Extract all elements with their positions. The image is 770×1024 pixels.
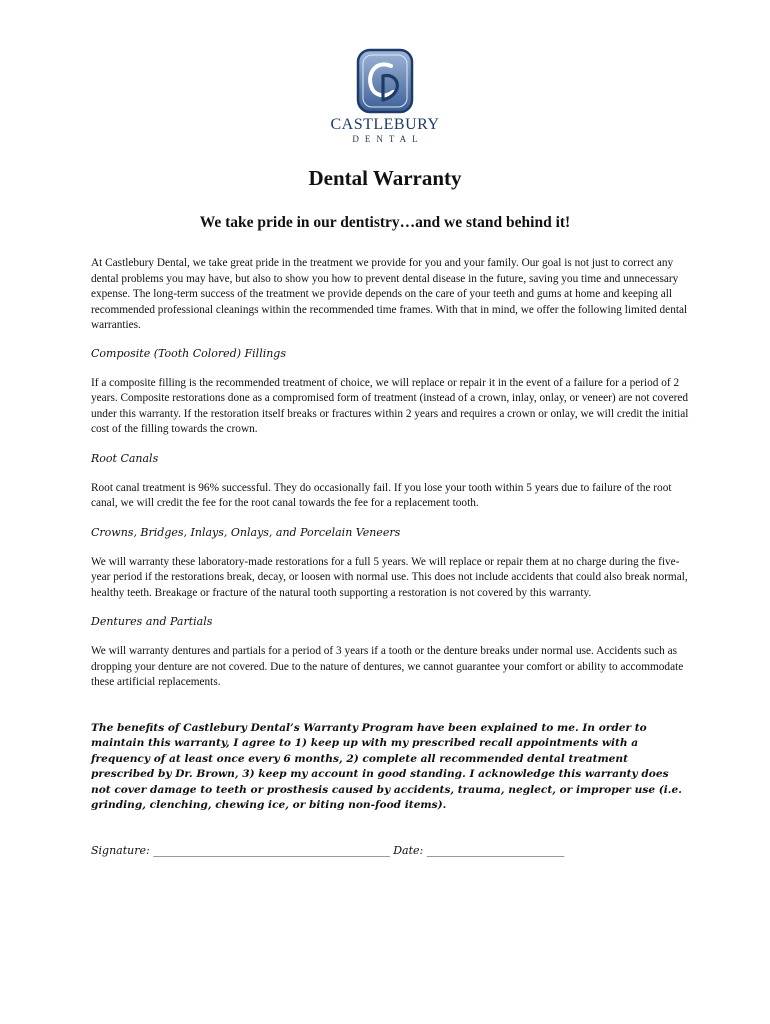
page-title: Dental Warranty [308,166,462,190]
section-heading-root-canals: Root Canals [91,451,159,465]
date-field[interactable]: _________________________ [426,843,565,857]
section-text-composite-fillings: If a composite filling is the recommended treatment of choice, we will replace or repair it in the event of a failure for a period of 2 years. Composite restorations done as a compromised form of treatment (instead of a crown, inlay, onlay, or veneer) are not covered under this warranty. If the restoration itself breaks or fractures within 2 years and requires a crown or onlay, we will credit the initial cost of the filling towards the crown. [91,376,689,435]
section-text-dentures-partials: We will warranty dentures and partials for a period of 3 years if a tooth or the denture breaks under normal use. Accidents such as dropping your denture are not covered. Due to the nature of dentures, we cannot guarantee your comfort or ability to accommodate these artificial replacements. [91,645,684,688]
signature-line [91,844,691,857]
intro-paragraph: At Castlebury Dental, we take great pride in the treatment we provide for you and your family. Our goal is not just to correct any dental problems you may have, but also to show you how to prevent dental disease in the future, saving you time and unnecessary expense. The long-term success of the treatment we provide depends on the care of your teeth and gums at home and keeping all recommended professional cleanings within the recommended time frames. With that in mind, we offer the following limited dental warranties. [91,257,688,331]
signature-field[interactable]: ___________________________________________ [153,843,390,857]
date-label: Date: [389,843,427,857]
section-heading-composite-fillings: Composite (Tooth Colored) Fillings [91,346,286,360]
section-text-root-canals: Root canal treatment is 96% successful. They do occasionally fail. If you lose your tooth within 5 years due to failure of the root canal, we will credit the fee for the root canal towards the fee for a replacement tooth. [91,481,672,509]
signature-label: Signature: [91,843,154,857]
cd-monogram-icon [355,48,415,114]
logo-name: CASTLEBURY [330,116,440,133]
document-body [91,256,691,857]
page-subtitle: We take pride in our dentistry…and we stand behind it! [199,214,571,231]
section-text-crowns-bridges: We will warranty these laboratory-made restorations for a full 5 years. We will replace or repair them at no charge during the five-year period if the restorations break, decay, or loosen with normal use. This does not include accidents that could also break normal, healthy teeth. Breakage or fracture of the natural tooth supporting a restoration is not covered by this warranty. [91,555,688,599]
acknowledgement-paragraph: The benefits of Castlebury Dental’s Warranty Program have been explained to me. In order to maintain this warranty, I agree to 1) keep up with my prescribed recall appointments with a frequency of at least once every 6 months, 2) complete all recommended dental treatment prescribed by Dr. Brown, 3) keep my account in good standing. I acknowledge this warranty does not cover damage to teeth or prosthesis caused by accidents, trauma, neglect, or improper use (i.e. grinding, clenching, chewing ice, or biting non-food items). [91,721,682,811]
section-heading-dentures-partials: Dentures and Partials [91,615,213,628]
logo-subtitle: DENTAL [352,134,424,144]
castlebury-logo [323,48,447,148]
section-heading-crowns-bridges: Crowns, Bridges, Inlays, Onlays, and Porcelain Veneers [91,525,401,539]
